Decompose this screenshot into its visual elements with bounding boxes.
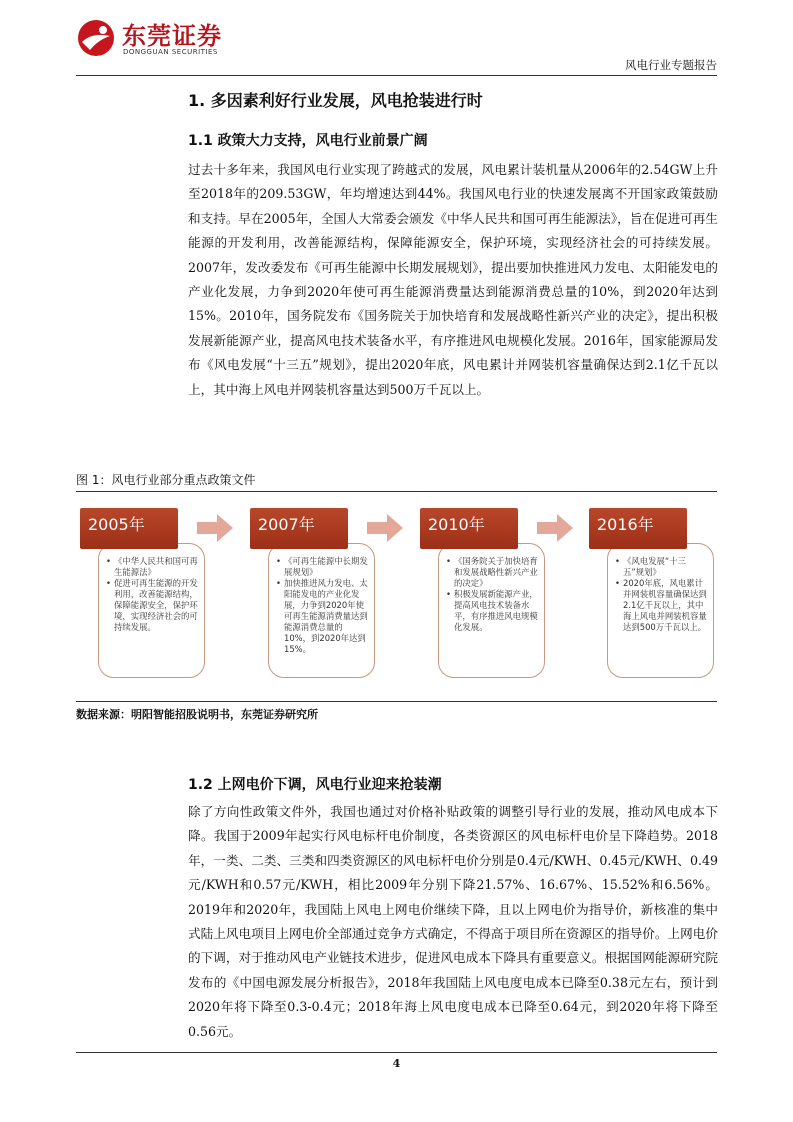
brand-en: DONGGUAN SECURITIES [123,48,218,56]
timeline-item: • 积极发展新能源产业，提高风电技术装备水平，有序推进风电规模化发展。 [454,589,538,633]
right-arrow-icon [537,514,573,542]
section-title: 1. 多因素利好行业发展，风电抢装进行时 [188,91,483,110]
dongguan-securities-logo-icon [76,18,116,58]
timeline-item: • 《中华人民共和国可再生能源法》 [114,556,198,578]
brand-name: 东莞证券 [122,21,222,50]
timeline-box-2010 [438,543,545,678]
timeline-box-2007 [268,543,375,678]
subsection-title-1-2: 1.2 上网电价下调，风电行业迎来抢装潮 [188,777,442,793]
timeline-item: • 《国务院关于加快培育和发展战略性新兴产业的决定》 [454,556,538,589]
right-arrow-icon [197,514,233,542]
subsection-title-1-1: 1.1 政策大力支持，风电行业前景广阔 [188,133,428,149]
header-rule [76,75,717,76]
report-type: 风电行业专题报告 [625,58,717,72]
timeline-year-2010: 2010年 [420,508,518,549]
timeline-item: • 2020年底，风电累计并网装机容量确保达到2.1亿千瓦以上，其中海上风电并网装机容量达到500万千瓦以上。 [623,578,707,633]
timeline-item: • 促进可再生能源的开发利用，改善能源结构，保障能源安全，保护环境，实现经济社会的可持续发展。 [114,578,198,633]
timeline-item: • 加快推进风力发电、太阳能发电的产业化发展，力争到2020年使可再生能源消费量达到能源消费总量的10%，到2020年达到15%。 [284,578,368,655]
footer-rule [76,1052,717,1053]
figure-rule-top [76,491,717,492]
timeline-box-2016 [607,543,714,678]
figure-source: 数据来源：明阳智能招股说明书，东莞证券研究所 [76,708,318,721]
figure-title: 图 1：风电行业部分重点政策文件 [76,473,256,487]
right-arrow-icon [367,514,403,542]
paragraph-tariff: 除了方向性政策文件外，我国也通过对价格补贴政策的调整引导行业的发展，推动风电成本下降。我国于2009年起实行风电标杆电价制度，各类资源区的风电标杆电价呈下降趋势。2018年，一类、二类、三类和四类资源区的风电标杆电价分别是0.4元/KWH、0.45元/KWH、0.49元/KWH和0.57元/KWH，相比2009年分别下降21.57%、16.67%、15.52%和6.56%。2019年和2020年，我国陆上风电上网电价继续下降，且以上网电价为指导价，新核准的集中式陆上风电项目上网电价全部通过竞争方式确定，不得高于项目所在资源区的指导价。上网电价的下调，对于推动风电产业链技术进步，促进风电成本下降具有重要意义。根据国网能源研究院发布的《中国电源发展分析报告》，2018年我国陆上风电度电成本已降至0.38元左右，预计到2020年将下降至0.3-0.4元；2018年海上风电度电成本已降至0.64元，到2020年将下降至0.56元。 [188,804,718,1039]
timeline-item: • 《可再生能源中长期发展规划》 [284,556,368,578]
timeline-year-2007: 2007年 [250,508,348,549]
timeline-year-2005: 2005年 [80,508,178,549]
timeline-box-2005 [98,543,205,678]
page-number: 4 [392,1057,401,1070]
timeline-year-2016: 2016年 [589,508,687,549]
paragraph-policy: 过去十多年来，我国风电行业实现了跨越式的发展，风电累计装机量从2006年的2.54GW上升至2018年的209.53GW，年均增速达到44%。我国风电行业的快速发展离不开国家政策鼓励和支持。早在2005年，全国人大常委会颁发《中华人民共和国可再生能源法》，旨在促进可再生能源的开发利用，改善能源结构，保障能源安全，保护环境，实现经济社会的可持续发展。2007年，发改委发布《可再生能源中长期发展规划》，提出要加快推进风力发电、太阳能发电的产业化发展，力争到2020年使可再生能源消费量达到能源消费总量的10%，到2020年达到15%。2010年，国务院发布《国务院关于加快培育和发展战略性新兴产业的决定》，提出积极发展新能源产业，提高风电技术装备水平，有序推进风电规模化发展。2016年，国家能源局发布《风电发展“十三五”规划》，提出2020年底，风电累计并网装机容量确保达到2.1亿千瓦以上，其中海上风电并网装机容量达到500万千瓦以上。 [188,162,718,397]
figure-rule-bottom [76,701,717,702]
timeline-item: • 《风电发展“十三五”规划》 [623,556,707,578]
